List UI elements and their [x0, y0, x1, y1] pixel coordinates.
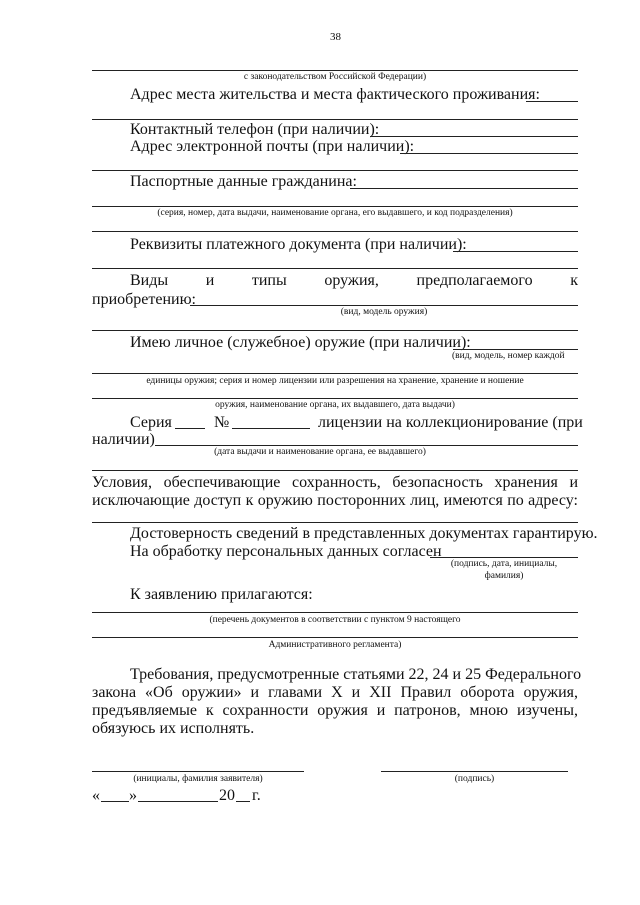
reliability-text: Достоверность сведений в представленных документах гарантирую. — [130, 525, 598, 542]
license-date-field[interactable] — [155, 445, 578, 446]
residence-label: Адрес места жительства и места фактического проживания: — [130, 86, 540, 103]
license-caption: (дата выдачи и наименование органа, ее выдавшего) — [214, 447, 426, 457]
residence-field-line-2[interactable] — [92, 119, 578, 120]
license-label-2: наличии) — [92, 431, 155, 448]
weapons-word: к — [570, 272, 578, 289]
attachments-caption-2: Административного регламента) — [268, 640, 402, 650]
passport-field[interactable] — [350, 188, 578, 189]
personal-weapon-caption-3: оружия, наименование органа, их выдавшего, дата выдачи) — [215, 400, 455, 410]
legislation-caption: с законодательством Российской Федерации) — [243, 72, 427, 82]
applicant-name-field[interactable] — [92, 771, 304, 772]
weapons-field-line-2[interactable] — [92, 330, 578, 331]
date-month-field[interactable] — [138, 801, 218, 802]
applicant-signature-caption: (подпись) — [454, 774, 495, 784]
weapons-word: оружия, — [324, 272, 379, 289]
consent-caption-1: (подпись, дата, инициалы, — [450, 559, 558, 569]
personal-weapon-field-line-3[interactable] — [92, 398, 578, 399]
attachments-caption-1: (перечень документов в соответствии с пунктом 9 настоящего — [209, 615, 461, 625]
applicant-name-caption: (инициалы, фамилия заявителя) — [133, 774, 263, 784]
consent-caption-2: фамилия) — [484, 571, 524, 581]
license-series-label: Серия — [130, 414, 172, 431]
weapons-field[interactable] — [190, 305, 578, 306]
requirements-line-3: предъявляемые к сохранности оружия и патронов, мною изучены, — [92, 702, 578, 719]
conditions-line-1: Условия, обеспечивающие сохранность, безопасность хранения и — [92, 474, 578, 491]
personal-weapon-caption-1: (вид, модель, номер каждой — [452, 351, 565, 361]
passport-label: Паспортные данные гражданина: — [130, 173, 357, 190]
attachments-field[interactable] — [92, 612, 578, 613]
personal-weapon-field[interactable] — [453, 349, 578, 350]
requirements-line-2: закона «Об оружии» и главами X и XII Правил оборота оружия, — [92, 684, 578, 701]
consent-label: На обработку персональных данных согласен — [130, 543, 442, 560]
weapons-label-2: приобретению: — [92, 291, 196, 308]
weapons-word: типы — [251, 272, 287, 289]
consent-signature-field[interactable] — [430, 557, 578, 558]
page-number: 38 — [330, 31, 341, 43]
date-suffix: г. — [252, 787, 261, 804]
conditions-line-2: исключающие доступ к оружию посторонних лиц, имеются по адресу: — [92, 492, 578, 509]
weapons-word: предполагаемого — [416, 272, 533, 289]
license-series-field[interactable] — [175, 428, 205, 429]
license-field-line-2[interactable] — [92, 470, 578, 471]
requirements-line-1: Требования, предусмотренные статьями 22, 24 и 25 Федерального — [130, 666, 582, 683]
attachments-field-line-2[interactable] — [92, 637, 578, 638]
phone-label: Контактный телефон (при наличии): — [130, 121, 380, 138]
residence-field[interactable] — [526, 101, 578, 102]
email-field-line-2[interactable] — [92, 170, 578, 171]
email-field[interactable] — [400, 153, 578, 154]
license-number-sign: № — [214, 414, 230, 431]
license-number-field[interactable] — [232, 428, 310, 429]
weapons-caption: (вид, модель оружия) — [340, 307, 428, 317]
phone-field[interactable] — [370, 136, 578, 137]
payment-label: Реквизиты платежного документа (при наличии): — [130, 236, 467, 253]
email-label: Адрес электронной почты (при наличии): — [130, 138, 415, 155]
date-year-field[interactable] — [236, 801, 250, 802]
conditions-field[interactable] — [92, 522, 578, 523]
personal-weapon-caption-2: единицы оружия; серия и номер лицензии или разрешения на хранение, хранение и ношение — [146, 376, 524, 386]
weapons-word: и — [205, 272, 215, 289]
date-close-quote: » — [129, 787, 137, 804]
applicant-signature-field[interactable] — [381, 771, 568, 772]
weapons-label-line — [130, 272, 578, 290]
date-year-prefix: 20 — [219, 787, 235, 804]
date-open-quote: « — [92, 787, 100, 804]
personal-weapon-label: Имею личное (служебное) оружие (при наличии): — [130, 334, 471, 351]
requirements-line-4: обязуюсь их исполнять. — [92, 720, 255, 737]
license-rest-label: лицензии на коллекционирование (при — [318, 414, 583, 431]
passport-field-line-2[interactable] — [92, 206, 578, 207]
personal-weapon-field-line-2[interactable] — [92, 373, 578, 374]
attachments-label: К заявлению прилагаются: — [130, 586, 313, 603]
passport-field-line-3[interactable] — [92, 231, 578, 232]
passport-caption: (серия, номер, дата выдачи, наименование органа, его выдавшего, и код подразделения) — [157, 208, 513, 218]
payment-field-line-2[interactable] — [92, 268, 578, 269]
weapons-word: Виды — [130, 272, 169, 289]
payment-field[interactable] — [453, 251, 578, 252]
date-day-field[interactable] — [101, 801, 129, 802]
top-rule — [92, 70, 578, 71]
